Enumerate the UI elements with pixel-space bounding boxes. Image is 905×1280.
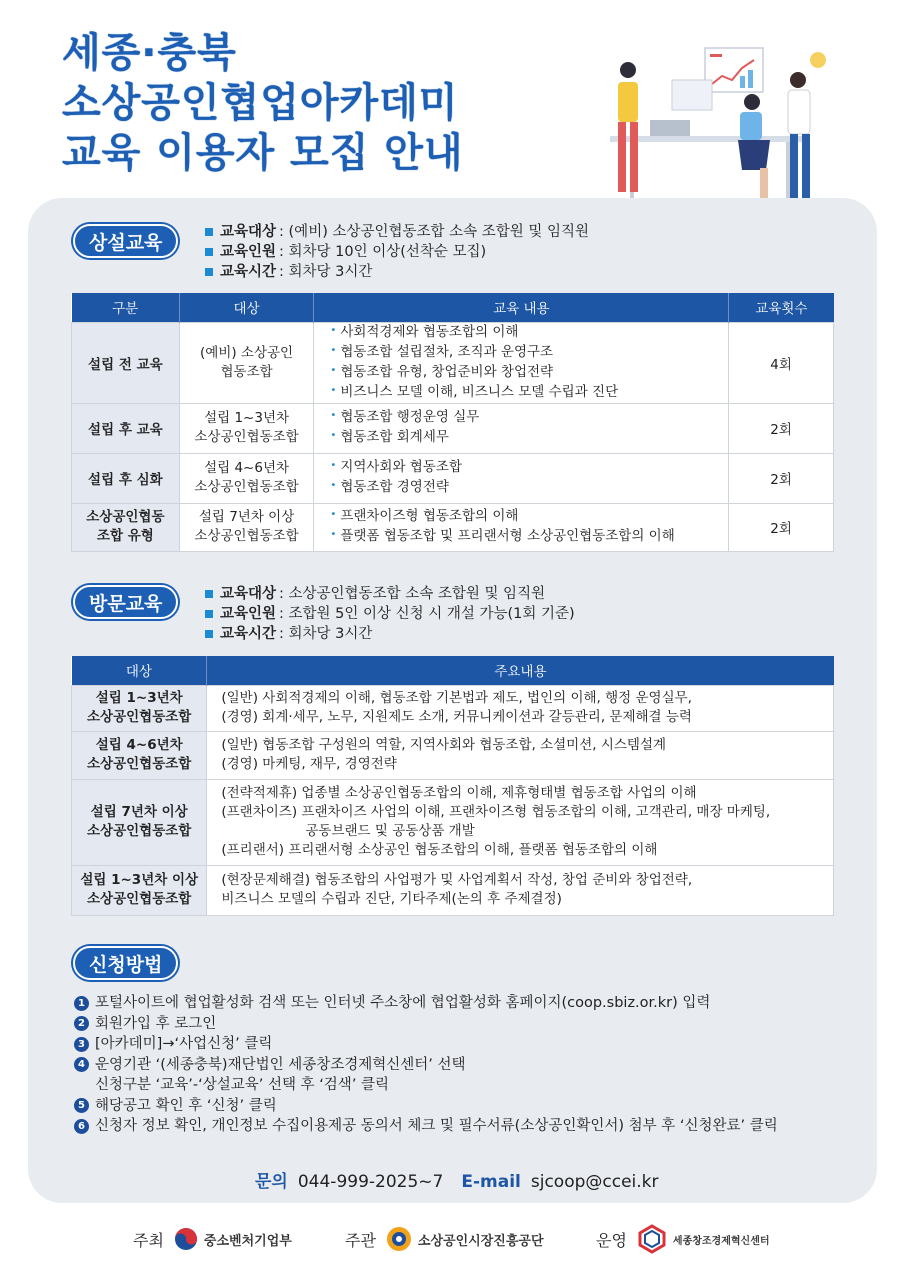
regular-info-target: 교육대상 : (예비) 소상공인협동조합 소속 조합원 및 임직원 bbox=[205, 222, 589, 242]
email-label: E-mail bbox=[461, 1172, 521, 1192]
title-line-3: 교육 이용자 모집 안내 bbox=[62, 130, 464, 176]
row-content: • 프랜차이즈형 협동조합의 이해 • 플랫폼 협동조합 및 프리랜서형 소상공인협동조합의 이해 bbox=[314, 503, 729, 551]
regular-info-time: 교육시간 : 회차당 3시간 bbox=[205, 262, 589, 282]
footer bbox=[0, 1222, 905, 1262]
row-content: • 협동조합 행정운영 실무 • 협동조합 회계세무 bbox=[314, 403, 729, 453]
table-row bbox=[72, 503, 834, 551]
step-item: 5 해당공고 확인 후 ‘신청’ 클릭 bbox=[74, 1096, 778, 1117]
regular-education-table bbox=[71, 293, 834, 552]
row-target: 설립 4~6년차 소상공인협동조합 bbox=[179, 453, 314, 503]
table-row bbox=[72, 779, 834, 865]
table-header-row bbox=[72, 293, 834, 322]
row-count: 4회 bbox=[729, 322, 834, 403]
row-target: 설립 4~6년차 소상공인협동조합 bbox=[72, 731, 207, 779]
title-line-2: 소상공인협업아카데미 bbox=[62, 80, 459, 126]
header-count: 교육횟수 bbox=[729, 293, 834, 322]
visit-info-time: 교육시간 : 회차당 3시간 bbox=[205, 624, 575, 644]
regular-info bbox=[205, 222, 589, 282]
row-target: 설립 7년차 이상 소상공인협동조합 bbox=[179, 503, 314, 551]
header-main-content: 주요내용 bbox=[207, 656, 834, 685]
row-count: 2회 bbox=[729, 403, 834, 453]
header-target: 대상 bbox=[72, 656, 207, 685]
table-row bbox=[72, 322, 834, 403]
step-item: 1 포털사이트에 협업활성화 검색 또는 인터넷 주소창에 협업활성화 홈페이지(coop.sbiz.or.kr) 입력 bbox=[74, 993, 778, 1014]
table-header-row bbox=[72, 656, 834, 685]
table-row bbox=[72, 685, 834, 731]
row-category: 설립 전 교육 bbox=[72, 322, 180, 403]
contact-phone: 044-999-2025~7 bbox=[297, 1172, 444, 1192]
host-org: 주최 중소벤처기업부 bbox=[133, 1222, 292, 1256]
contact-label: 문의 bbox=[255, 1172, 288, 1192]
table-row bbox=[72, 453, 834, 503]
visit-education-table bbox=[71, 656, 834, 916]
row-category: 소상공인협동 조합 유형 bbox=[72, 503, 180, 551]
mss-logo-icon bbox=[174, 1227, 198, 1251]
visit-info bbox=[205, 584, 575, 644]
row-content: • 사회적경제와 협동조합의 이해 • 협동조합 설립절차, 조직과 운영구조 • 협동조합 유형, 창업준비와 창업전략 • 비즈니스 모델 이해, 비즈니스 모델 수립과 진단 bbox=[314, 322, 729, 403]
table-row bbox=[72, 865, 834, 915]
page-title bbox=[62, 28, 464, 178]
header-category: 구분 bbox=[72, 293, 180, 322]
row-target: (예비) 소상공인 협동조합 bbox=[179, 322, 314, 403]
step-item: 6 신청자 정보 확인, 개인정보 수집이용제공 동의서 체크 및 필수서류(소상공인확인서) 첨부 후 ‘신청완료’ 클릭 bbox=[74, 1116, 778, 1137]
apply-steps bbox=[74, 993, 778, 1137]
visit-info-target: 교육대상 : 소상공인협동조합 소속 조합원 및 임직원 bbox=[205, 584, 575, 604]
operator-org: 운영 세종창조경제혁신센터 bbox=[596, 1222, 770, 1256]
row-target: 설립 7년차 이상 소상공인협동조합 bbox=[72, 779, 207, 865]
regular-education-badge: 상설교육 bbox=[73, 224, 178, 258]
office-illustration bbox=[590, 40, 850, 210]
row-target: 설립 1~3년차 소상공인협동조합 bbox=[72, 685, 207, 731]
table-row bbox=[72, 731, 834, 779]
row-content: (현장문제해결) 협동조합의 사업평가 및 사업계획서 작성, 창업 준비와 창업전략, 비즈니스 모델의 수립과 진단, 기타주제(논의 후 주제결정) bbox=[207, 865, 834, 915]
regular-info-count: 교육인원 : 회차당 10인 이상(선착순 모집) bbox=[205, 242, 589, 262]
row-category: 설립 후 교육 bbox=[72, 403, 180, 453]
visit-education-badge: 방문교육 bbox=[73, 585, 178, 619]
contact-info bbox=[255, 1167, 677, 1192]
header-target: 대상 bbox=[179, 293, 314, 322]
contact-email: sjcoop@ccei.kr bbox=[530, 1172, 659, 1192]
step-item: 4 운영기관 ‘(세종충북)재단법인 세종창조경제혁신센터’ 선택 bbox=[74, 1055, 778, 1076]
semas-logo-icon bbox=[386, 1226, 412, 1252]
row-content: • 지역사회와 협동조합 • 협동조합 경영전략 bbox=[314, 453, 729, 503]
visit-info-count: 교육인원 : 조합원 5인 이상 신청 시 개설 가능(1회 기준) bbox=[205, 604, 575, 624]
header-content: 교육 내용 bbox=[314, 293, 729, 322]
row-target: 설립 1~3년차 이상 소상공인협동조합 bbox=[72, 865, 207, 915]
row-content: (일반) 협동조합 구성원의 역할, 지역사회와 협동조합, 소셜미션, 시스템설계 (경영) 마케팅, 재무, 경영전략 bbox=[207, 731, 834, 779]
title-line-1: 세종·충북 bbox=[62, 30, 237, 76]
row-category: 설립 후 심화 bbox=[72, 453, 180, 503]
organizer-org: 주관 소상공인시장진흥공단 bbox=[345, 1222, 544, 1256]
apply-method-badge: 신청방법 bbox=[73, 946, 178, 980]
row-target: 설립 1~3년차 소상공인협동조합 bbox=[179, 403, 314, 453]
row-count: 2회 bbox=[729, 503, 834, 551]
table-row bbox=[72, 403, 834, 453]
row-content: (전략적제휴) 업종별 소상공인협동조합의 이해, 제휴형태별 협동조합 사업의 이해 (프랜차이즈) 프랜차이즈 사업의 이해, 프랜차이즈형 협동조합의 이해, 고객관리, 매장 마케팅, 공동브랜드 및 공동상품 개발 (프리랜서) 프리랜서형 소상공인 협동조합의 이해, 플랫폼 협동조합의 이해 bbox=[207, 779, 834, 865]
row-count: 2회 bbox=[729, 453, 834, 503]
row-content: (일반) 사회적경제의 이해, 협동조합 기본법과 제도, 법인의 이해, 행정 운영실무, (경영) 회계·세무, 노무, 지원제도 소개, 커뮤니케이션과 갈등관리, 문제해결 능력 bbox=[207, 685, 834, 731]
step-item: 2 회원가입 후 로그인 bbox=[74, 1014, 778, 1035]
step-item: 3 [아카데미]→‘사업신청’ 클릭 bbox=[74, 1034, 778, 1055]
step-item-continued: 신청구분 ‘교육’-‘상설교육’ 선택 후 ‘검색’ 클릭 bbox=[95, 1077, 390, 1093]
ccei-logo-icon bbox=[637, 1224, 667, 1254]
